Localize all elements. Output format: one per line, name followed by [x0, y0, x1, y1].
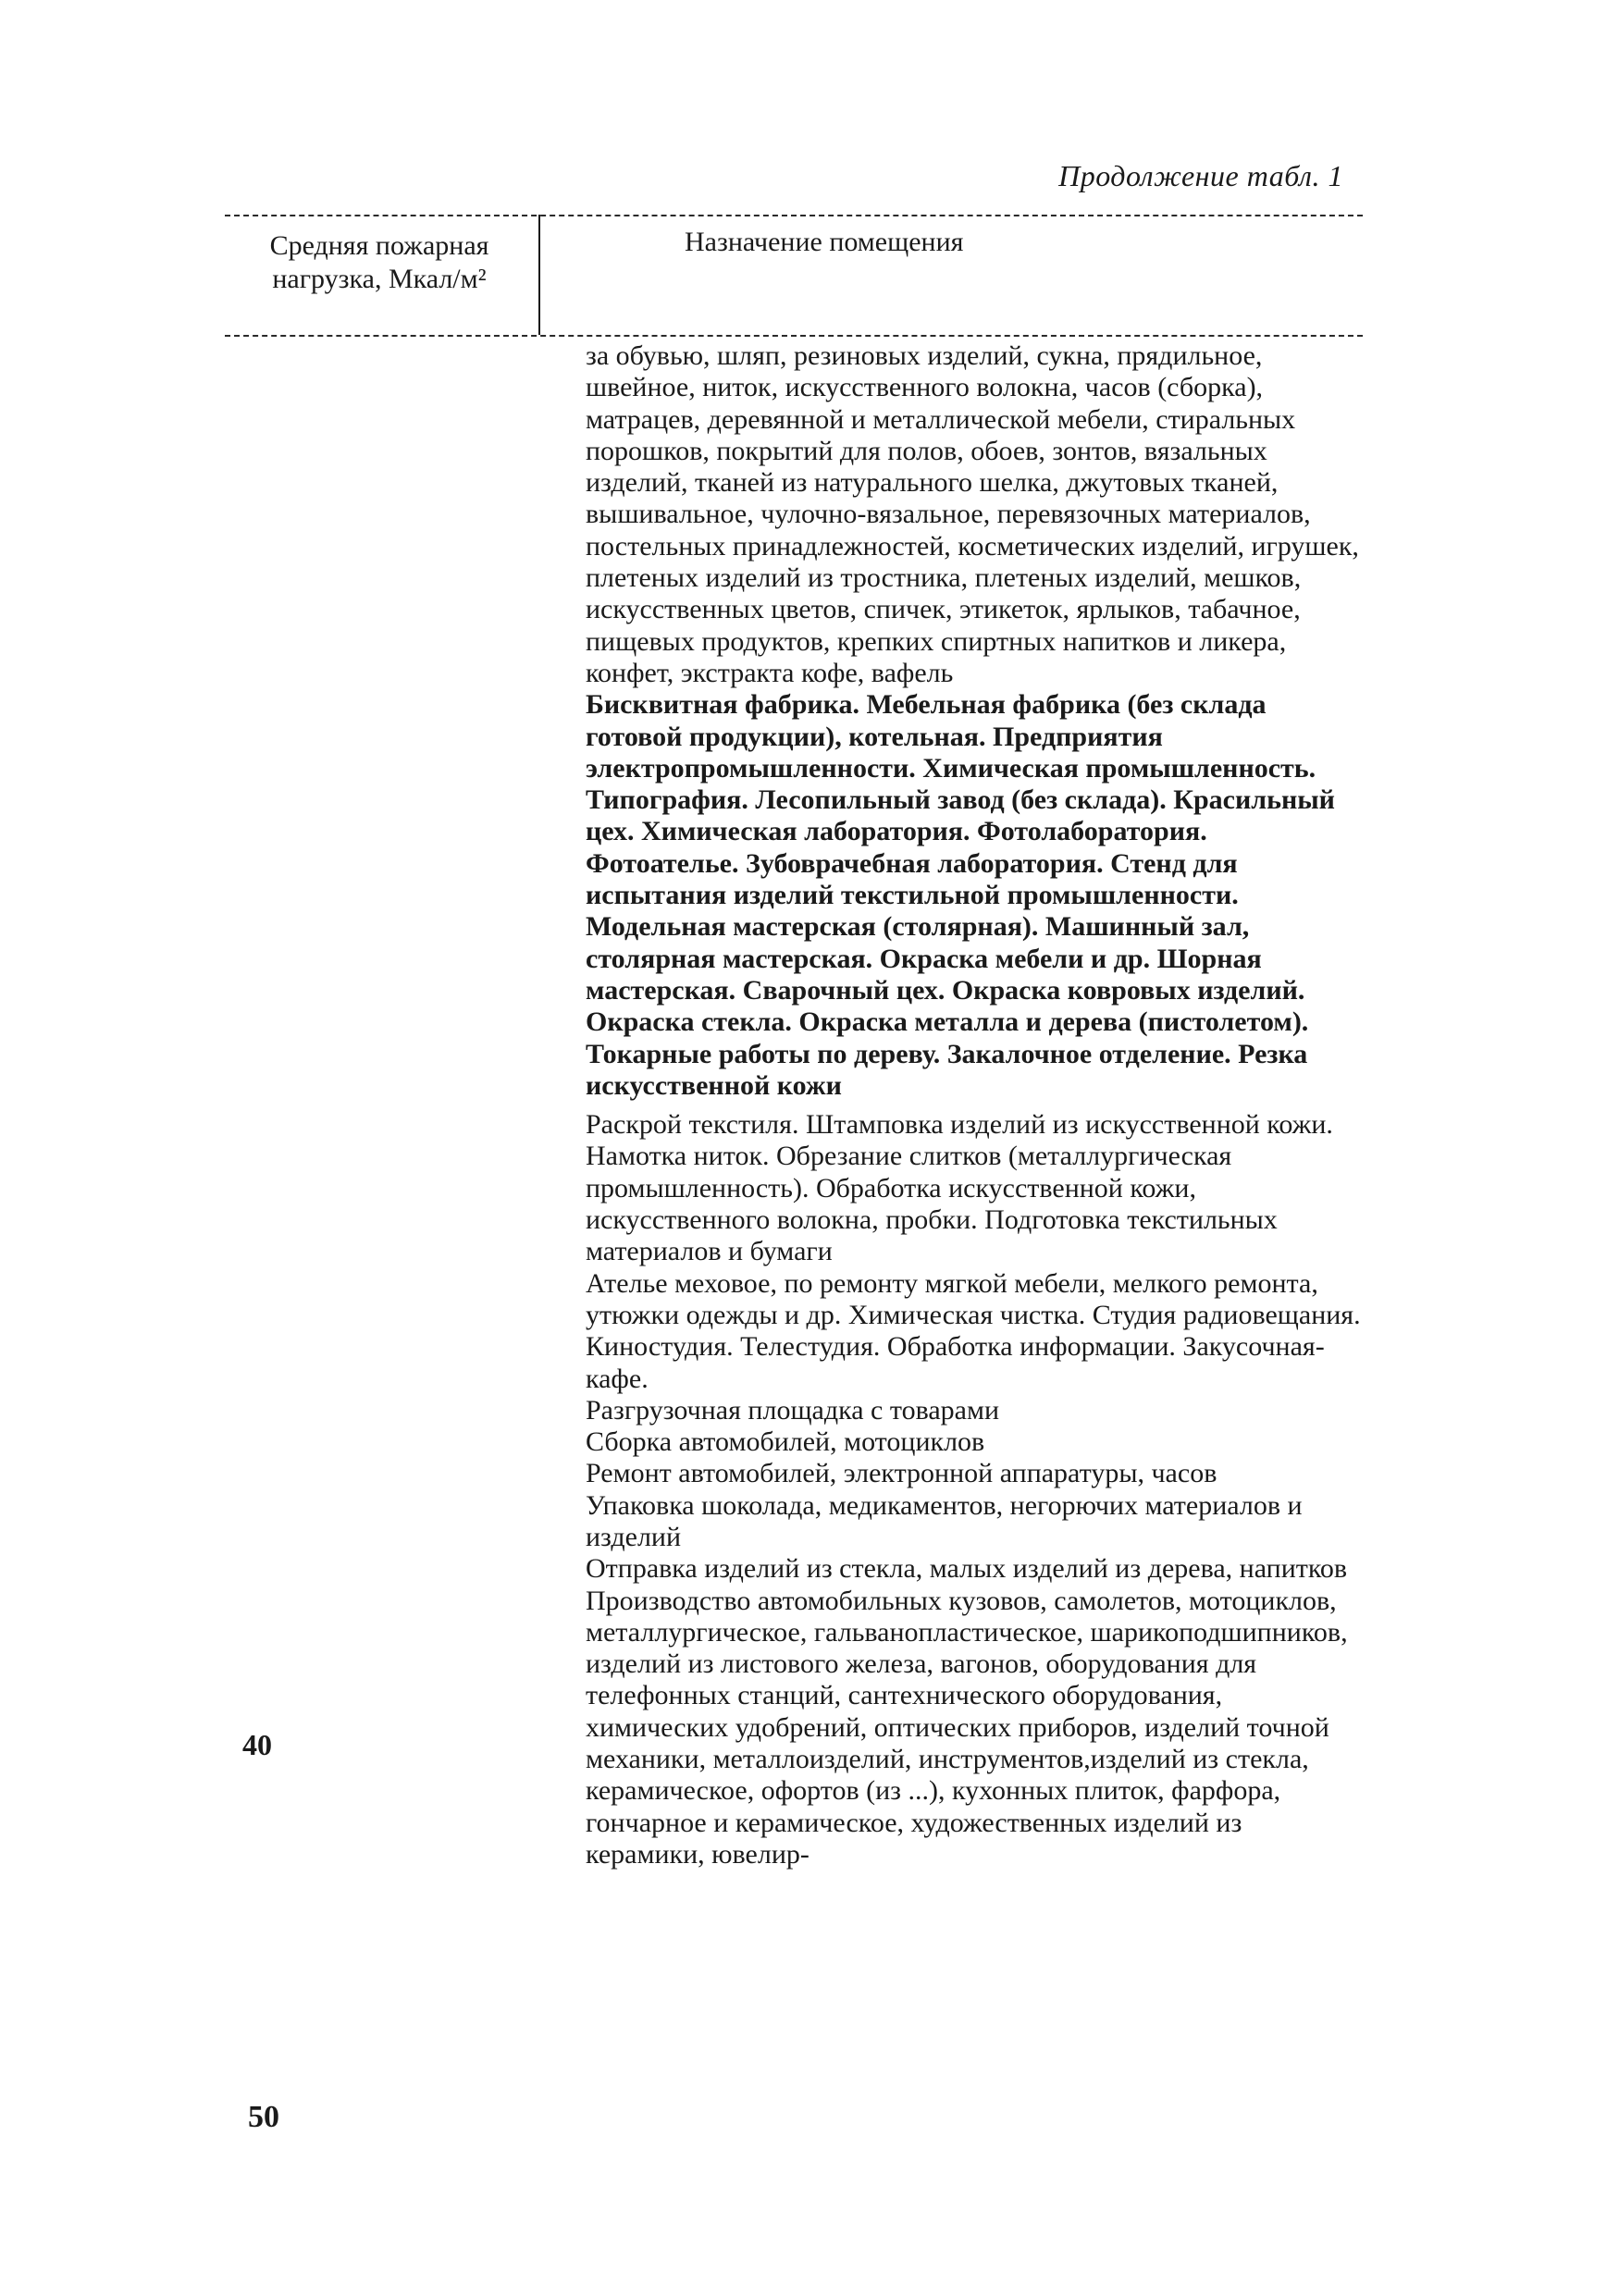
table-entry: Упаковка шоколада, медикаментов, негорючих материалов и изделий	[586, 1489, 1303, 1552]
table-entry: за обувью, шляп, резиновых изделий, сукна, прядильное, швейное, ниток, искусственного волокна, часов (сборка), матрацев, деревянной и металлической мебели, стиральных порошков, покрытий для полов, обоев, зонтов, вязальных изделий, тканей из натурального шелка, джутовых тканей, вышивальное, чулочно-вязальное, перевязочных материалов, постельных принадлежностей, косметических изделий, игрушек, плетеных изделий из тростника, плетеных изделий, мешков, искусственных цветов, спичек, этикеток, ярлыков, табачное, пищевых продуктов, крепких спиртных напитков и ликера, конфет, экстракта кофе, вафель	[586, 340, 1359, 688]
table-entry: Разгрузочная площадка с товарами	[586, 1394, 1000, 1426]
table-body-purpose-column	[586, 340, 1363, 1870]
table-entry: Бисквитная фабрика. Мебельная фабрика (без склада готовой продукции), котельная. Предприятия электропромышленности. Химическая промышленность. Типография. Лесопильный завод (без склада). Красильный цех. Химическая лаборатория. Фотолаборатория. Фотоателье. Зубоврачебная лаборатория. Стенд для испытания изделий текстильной промышленности. Модельная мастерская (столярная). Машинный зал, столярная мастерская. Окраска мебели и др. Шорная мастерская. Сварочный цех. Окраска ковровых изделий. Окраска стекла. Окраска металла и дерева (пистолетом). Токарные работы по дереву. Закалочное отделение. Резка искусственной кожи	[586, 689, 1335, 1101]
header-bottom-rule	[225, 335, 1363, 337]
continuation-label: Продолжение табл. 1	[1058, 159, 1343, 192]
table-entry: Отправка изделий из стекла, малых изделий из дерева, напитков	[586, 1553, 1348, 1585]
column-divider	[538, 215, 540, 335]
column-header-load: Средняя пожарная нагрузка, Мкал/м²	[269, 230, 489, 294]
page-number: 50	[248, 2100, 279, 2134]
table-entry: Ателье меховое, по ремонту мягкой мебели, мелкого ремонта, утюжки одежды и др. Химическая чистка. Студия радиовещания. Киностудия. Телестудия. Обработка информации. Закусочная-кафе.	[586, 1267, 1361, 1394]
table-top-rule	[225, 215, 1363, 216]
table-entry: Производство автомобильных кузовов, самолетов, мотоциклов, металлургическое, гальванопластическое, шарикоподшипников, изделий из листового железа, вагонов, оборудования для телефонных станций, сантехнического оборудования, химических удобрений, оптических приборов, изделий точной механики, металлоизделий, инструментов,изделий из стекла, керамическое, офортов (из ...), кухонных плиток, фарфора, гончарное и керамическое, художественных изделий из керамики, ювелир-	[586, 1585, 1348, 1870]
row-load-value: 40	[242, 1728, 272, 1761]
column-header-purpose: Назначение помещения	[685, 227, 964, 257]
table-entry: Сборка автомобилей, мотоциклов	[586, 1426, 985, 1458]
table-entry: Ремонт автомобилей, электронной аппаратуры, часов	[586, 1458, 1217, 1489]
table-entry: Раскрой текстиля. Штамповка изделий из искусственной кожи. Намотка ниток. Обрезание слитков (металлургическая промышленность). Обработка искусственной кожи, искусственного волокна, пробки. Подготовка текстильных материалов и бумаги	[586, 1109, 1333, 1267]
